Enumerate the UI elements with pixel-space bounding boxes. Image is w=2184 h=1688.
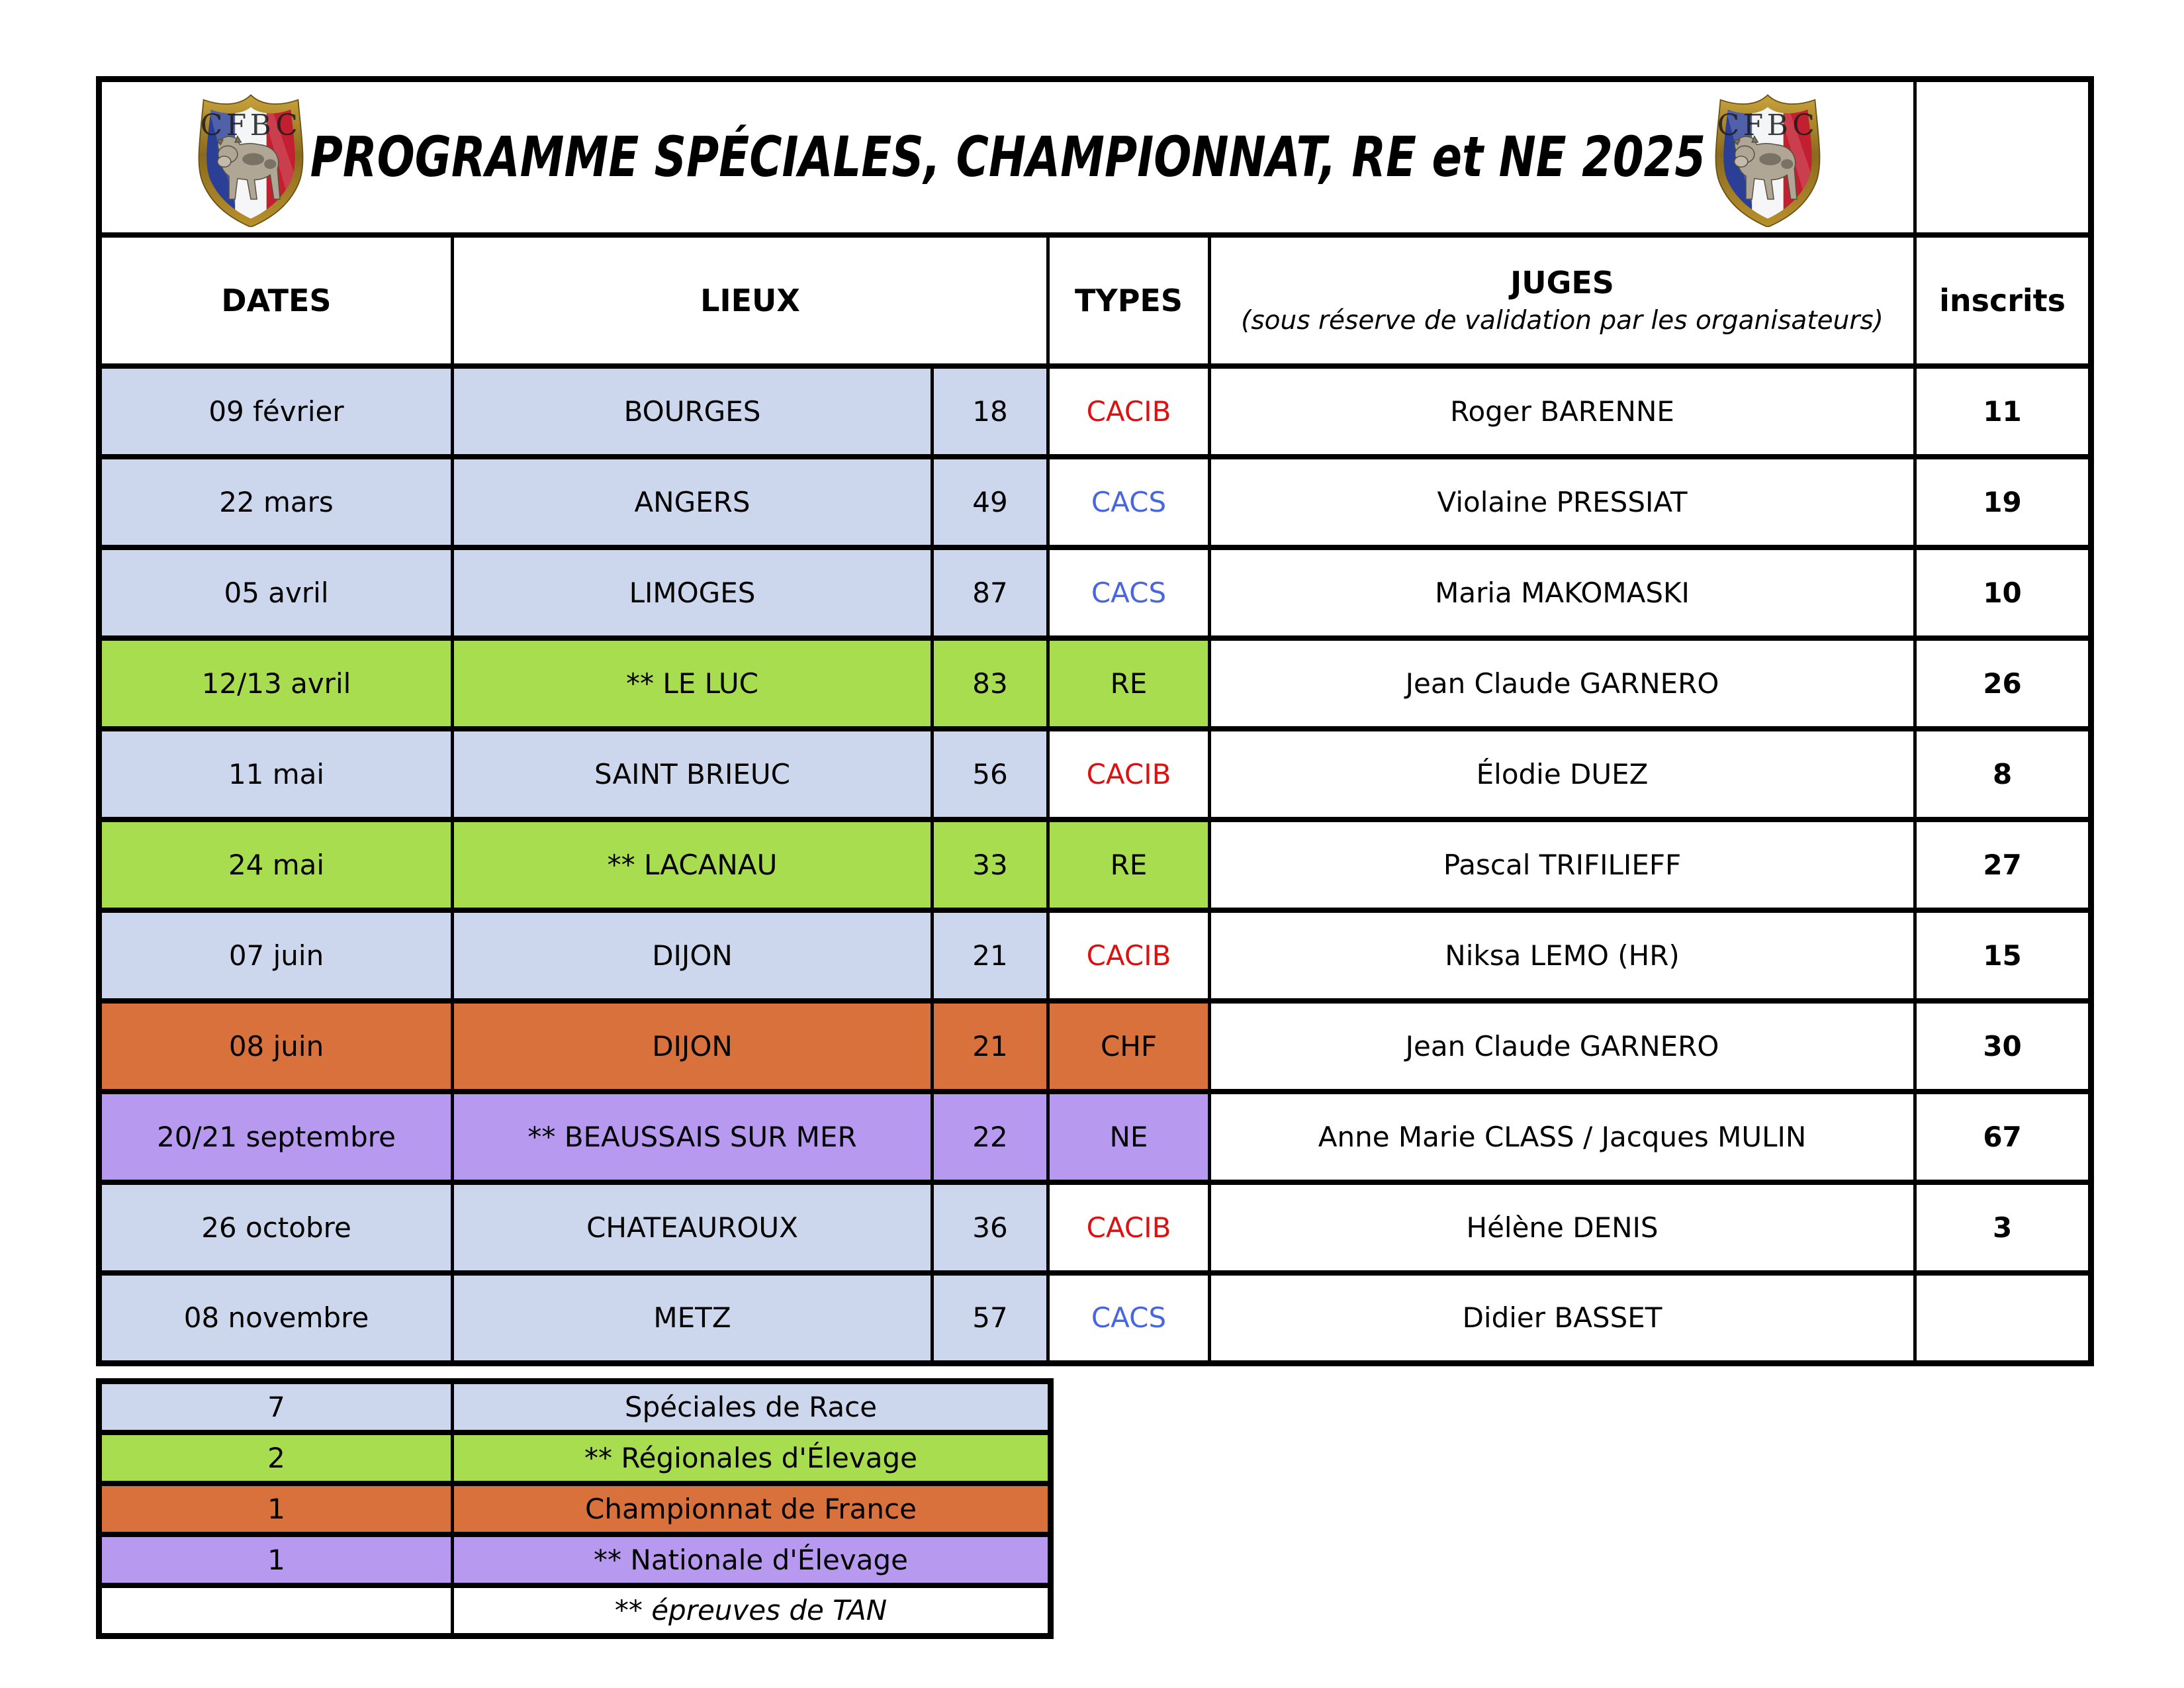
type-cell: RE [1048,820,1210,910]
cfbc-shield-logo-right [1705,91,1831,227]
legend-label-cell: Championnat de France [453,1483,1051,1534]
date-cell: 08 juin [99,1001,453,1092]
dept-cell: 87 [933,547,1048,638]
date-cell: 12/13 avril [99,638,453,729]
date-cell: 11 mai [99,729,453,820]
table-row [99,457,2091,547]
type-cell: CACIB [1048,729,1210,820]
table-row [99,547,2091,638]
juges-label: JUGES [1510,265,1614,301]
dept-cell: 33 [933,820,1048,910]
type-cell: NE [1048,1092,1210,1182]
programme-table [96,76,2094,1366]
legend-row [99,1534,1051,1585]
col-header-lieux: LIEUX [453,235,1048,366]
dept-cell: 21 [933,1001,1048,1092]
dept-cell: 36 [933,1182,1048,1273]
table-row [99,1092,2091,1182]
date-cell: 07 juin [99,910,453,1001]
lieu-cell: ** BEAUSSAIS SUR MER [453,1092,933,1182]
juge-cell: Didier BASSET [1210,1273,1915,1364]
page-title: PROGRAMME SPÉCIALES, CHAMPIONNAT, RE et NE 2025 [310,124,1706,190]
dept-cell: 18 [933,366,1048,457]
juge-cell: Violaine PRESSIAT [1210,457,1915,547]
legend-table [96,1378,1054,1639]
lieu-cell: DIJON [453,1001,933,1092]
table-row [99,366,2091,457]
date-cell: 09 février [99,366,453,457]
dept-cell: 49 [933,457,1048,547]
legend-count-cell: 1 [99,1483,453,1534]
type-cell: CACS [1048,457,1210,547]
col-header-juges [1210,235,1915,366]
type-cell: CHF [1048,1001,1210,1092]
inscrits-cell: 11 [1915,366,2091,457]
inscrits-cell: 27 [1915,820,2091,910]
juges-note: (sous réserve de validation par les organisateurs) [1241,306,1884,336]
juge-cell: Anne Marie CLASS / Jacques MULIN [1210,1092,1915,1182]
legend-row [99,1483,1051,1534]
legend-label-cell: ** Nationale d'Élevage [453,1534,1051,1585]
legend-count-cell: 1 [99,1534,453,1585]
inscrits-cell: 8 [1915,729,2091,820]
legend-count-cell: 2 [99,1432,453,1483]
type-cell: CACIB [1048,366,1210,457]
juge-cell: Maria MAKOMASKI [1210,547,1915,638]
col-header-types: TYPES [1048,235,1210,366]
dept-cell: 83 [933,638,1048,729]
lieu-cell: LIMOGES [453,547,933,638]
juge-cell: Hélène DENIS [1210,1182,1915,1273]
inscrits-cell: 26 [1915,638,2091,729]
lieu-cell: BOURGES [453,366,933,457]
inscrits-cell [1915,1273,2091,1364]
type-cell: RE [1048,638,1210,729]
date-cell: 20/21 septembre [99,1092,453,1182]
lieu-cell: ** LE LUC [453,638,933,729]
inscrits-cell: 3 [1915,1182,2091,1273]
inscrits-cell: 30 [1915,1001,2091,1092]
col-header-dates: DATES [99,235,453,366]
inscrits-cell: 15 [1915,910,2091,1001]
legend-row [99,1382,1051,1432]
table-row [99,638,2091,729]
juge-cell: Roger BARENNE [1210,366,1915,457]
legend-row [99,1585,1051,1636]
dept-cell: 56 [933,729,1048,820]
date-cell: 26 octobre [99,1182,453,1273]
col-header-inscrits: inscrits [1915,235,2091,366]
dept-cell: 22 [933,1092,1048,1182]
juge-cell: Jean Claude GARNERO [1210,1001,1915,1092]
legend-label-cell: ** épreuves de TAN [453,1585,1051,1636]
lieu-cell: ** LACANAU [453,820,933,910]
type-cell: CACS [1048,547,1210,638]
legend-row [99,1432,1051,1483]
lieu-cell: DIJON [453,910,933,1001]
juge-cell: Niksa LEMO (HR) [1210,910,1915,1001]
cfbc-shield-logo-left [188,91,314,227]
column-header-row [99,235,2091,366]
lieu-cell: CHATEAUROUX [453,1182,933,1273]
table-row [99,1273,2091,1364]
juge-cell: Élodie DUEZ [1210,729,1915,820]
type-cell: CACIB [1048,910,1210,1001]
type-cell: CACS [1048,1273,1210,1364]
table-row [99,1001,2091,1092]
header-spacer-cell [1915,79,2091,235]
type-cell: CACIB [1048,1182,1210,1273]
table-row [99,910,2091,1001]
dept-cell: 21 [933,910,1048,1001]
legend-count-cell [99,1585,453,1636]
table-row [99,820,2091,910]
inscrits-cell: 19 [1915,457,2091,547]
legend-count-cell: 7 [99,1382,453,1432]
juge-cell: Pascal TRIFILIEFF [1210,820,1915,910]
juge-cell: Jean Claude GARNERO [1210,638,1915,729]
dept-cell: 57 [933,1273,1048,1364]
lieu-cell: METZ [453,1273,933,1364]
lieu-cell: ANGERS [453,457,933,547]
table-row [99,729,2091,820]
date-cell: 22 mars [99,457,453,547]
date-cell: 05 avril [99,547,453,638]
inscrits-cell: 67 [1915,1092,2091,1182]
lieu-cell: SAINT BRIEUC [453,729,933,820]
date-cell: 24 mai [99,820,453,910]
inscrits-cell: 10 [1915,547,2091,638]
legend-label-cell: Spéciales de Race [453,1382,1051,1432]
table-row [99,1182,2091,1273]
legend-label-cell: ** Régionales d'Élevage [453,1432,1051,1483]
title-cell [99,79,1915,235]
title-row [99,79,2091,235]
date-cell: 08 novembre [99,1273,453,1364]
